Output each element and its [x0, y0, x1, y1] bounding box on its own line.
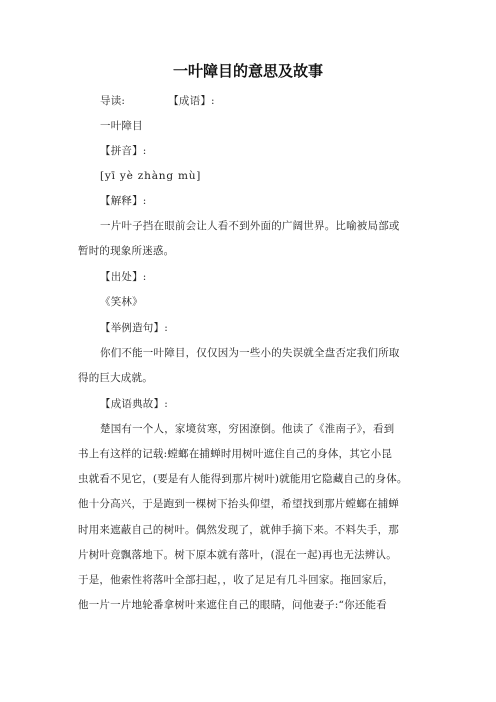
lead-line [100, 94, 215, 108]
story-line: 于是，他索性将落叶全部扫起，，收了足足有几斗回家。拖回家后， [78, 574, 394, 586]
story-line: 时用来遮蔽自己的树叶。偶然发现了，就伸手摘下来。不料失手，那 [78, 524, 399, 536]
meaning-line: 暂时的现象所迷惑。 [78, 245, 175, 257]
story-line: 虫就看不见它，(要是有人能得到那片树叶)就能用它隐藏自己的身体。 [78, 473, 408, 485]
lead-label: 导读: [100, 95, 126, 107]
pinyin-text: [yī yè zhàng mù] [100, 170, 202, 182]
section-pinyin-heading: 【拼音】: [100, 145, 147, 157]
story-line: 他十分高兴，于是跑到一棵树下抬头仰望，希望找到那片螳螂在捕蝉 [78, 498, 399, 510]
section-idiom-heading: 【成语】: [168, 95, 215, 107]
document-title: 一叶障目的意思及故事 [172, 62, 323, 80]
story-line: 他一片一片地轮番拿树叶来遮住自己的眼睛，问他妻子:“你还能看 [78, 599, 387, 611]
idiom-text: 一叶障目 [100, 120, 143, 132]
meaning-line: 一片叶子挡在眼前会让人看不到外面的广阔世界。比喻被局部或 [100, 220, 400, 232]
story-line: 片树叶竟飘落地下。树下原本就有落叶，(混在一起)再也无法辨认。 [78, 549, 397, 561]
story-line: 书上有这样的记载:螳螂在捕蝉时用树叶遮住自己的身体，其它小昆 [78, 448, 393, 460]
section-example-heading: 【举例造句】: [100, 322, 168, 334]
section-source-heading: 【出处】: [100, 271, 147, 283]
example-line: 得的巨大成就。 [78, 372, 153, 384]
source-text: 《笑林》 [100, 296, 143, 308]
example-line: 你们不能一叶障目，仅仅因为一些小的失误就全盘否定我们所取 [100, 347, 400, 359]
section-meaning-heading: 【解释】: [100, 195, 147, 207]
section-story-heading: 【成语典故】: [100, 398, 168, 410]
story-line: 楚国有一个人，家境贫寒，穷困潦倒。他读了《淮南子》，看到 [100, 423, 395, 435]
